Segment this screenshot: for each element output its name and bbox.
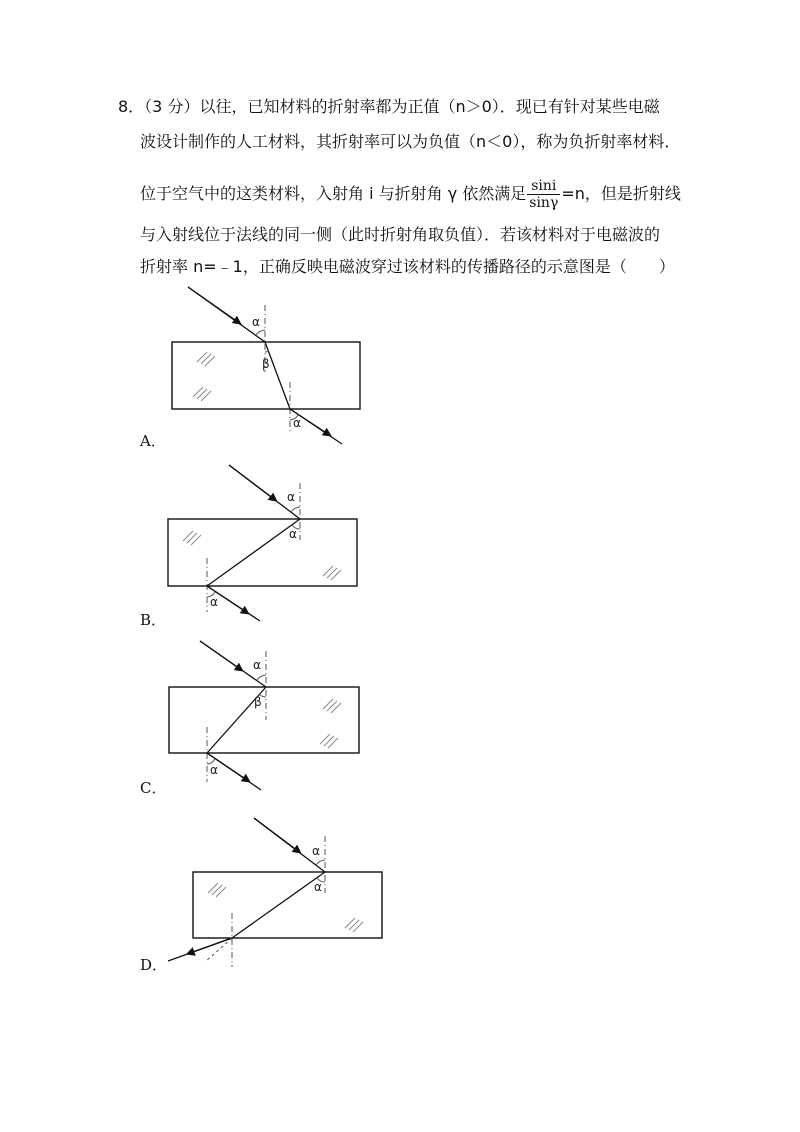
angle-label-a-beta: β — [262, 357, 270, 371]
fraction-numerator: sini — [527, 178, 560, 195]
angle-label-a-alpha-1: α — [252, 315, 260, 329]
angle-label-a-alpha-2: α — [293, 416, 301, 430]
option-c-label[interactable]: C． — [140, 779, 167, 797]
incident-arrow-b — [229, 465, 274, 499]
angle-label-b-alpha-3: α — [210, 595, 218, 609]
incident-arrow-a — [188, 287, 238, 322]
question-line-3-pre: 位于空气中的这类材料，入射角 i 与折射角 γ 依然满足 — [140, 184, 527, 203]
question-line-2: 波设计制作的人工材料，其折射率可以为负值（n＜0），称为负折射率材料． — [140, 132, 681, 151]
angle-label-d-alpha-2: α — [314, 880, 322, 894]
diagram-b — [168, 465, 357, 621]
question-line-5: 折射率 n=﹣1，正确反映电磁波穿过该材料的传播路径的示意图是（ ） — [140, 257, 675, 276]
option-a-label[interactable]: A． — [140, 432, 166, 450]
emergent-arrow-d — [190, 938, 232, 953]
diagram-a — [172, 287, 360, 444]
question-line-3-post: =n，但是折射线 — [561, 184, 681, 203]
question-line-4: 与入射线位于法线的同一侧（此时折射角取负值）．若该材料对于电磁波的 — [140, 225, 661, 244]
angle-label-c-beta: β — [254, 695, 262, 709]
question-line-1: 8．（3 分）以往，已知材料的折射率都为正值（n＞0）．现已有针对某些电磁 — [118, 97, 660, 116]
incident-arrow-c — [200, 641, 240, 669]
incident-arrow-d — [254, 818, 298, 851]
angle-arc-c1 — [257, 675, 266, 680]
extension-dashed-d — [205, 938, 232, 962]
hatch-a — [193, 352, 215, 401]
angle-label-c-alpha-1: α — [253, 658, 261, 672]
hatch-c — [320, 699, 341, 748]
angle-label-d-alpha-1: α — [312, 844, 320, 858]
angle-label-b-alpha-2: α — [289, 527, 297, 541]
diagram-c — [169, 641, 359, 790]
option-b-label[interactable]: B． — [140, 611, 167, 629]
refracted-ray-b — [207, 519, 300, 586]
angle-arc-b1 — [291, 507, 300, 512]
refracted-ray-a — [265, 342, 290, 409]
angle-label-c-alpha-2: α — [210, 763, 218, 777]
hatch-d — [208, 883, 363, 932]
option-d-label[interactable]: D． — [140, 956, 168, 974]
fraction-denominator: sinγ — [529, 195, 559, 211]
refracted-ray-d — [232, 872, 325, 938]
angle-arc-d1 — [316, 860, 325, 865]
angle-label-b-alpha-1: α — [287, 490, 295, 504]
angle-arc-a1 — [256, 330, 265, 335]
diagram-d — [168, 818, 382, 967]
slab-d — [193, 872, 382, 938]
